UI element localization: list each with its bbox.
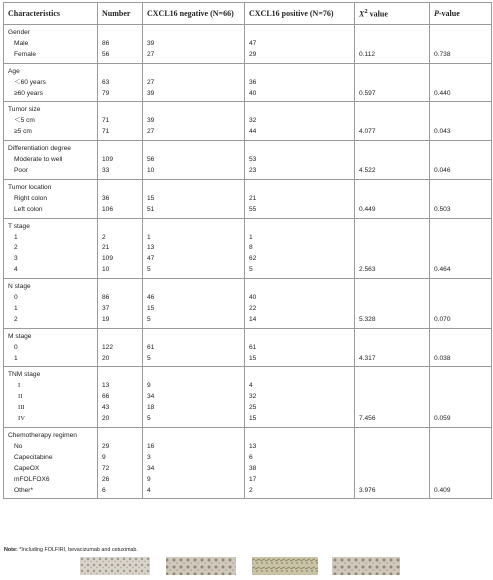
empty-cell: [143, 367, 245, 381]
empty-cell: [245, 63, 355, 77]
row-number: 109: [98, 155, 143, 166]
row-chi-square-value: [355, 464, 430, 475]
row-cxcl16-positive: 15: [245, 414, 355, 427]
row-label: 1: [4, 304, 98, 315]
empty-cell: [143, 179, 245, 193]
row-chi-square-value: [355, 304, 430, 315]
row-p-value: [430, 442, 492, 453]
row-label: III: [4, 403, 98, 414]
row-number: 71: [98, 116, 143, 127]
empty-cell: [430, 102, 492, 116]
row-cxcl16-positive: 53: [245, 155, 355, 166]
table-row: [4, 381, 492, 392]
empty-cell: [430, 141, 492, 155]
row-label: ≥5 cm: [4, 127, 98, 140]
row-chi-square-value: 0.112: [355, 50, 430, 63]
row-p-value: [430, 304, 492, 315]
row-chi-square-value: 0.597: [355, 89, 430, 102]
empty-cell: [430, 218, 492, 232]
row-cxcl16-positive: 32: [245, 116, 355, 127]
empty-cell: [98, 328, 143, 342]
row-cxcl16-negative: 15: [143, 304, 245, 315]
row-cxcl16-negative: 13: [143, 243, 245, 254]
row-chi-square-value: [355, 403, 430, 414]
row-p-value: [430, 243, 492, 254]
row-label: mFOLFOX6: [4, 475, 98, 486]
empty-cell: [98, 63, 143, 77]
row-label: I: [4, 381, 98, 392]
row-chi-square-value: [355, 243, 430, 254]
empty-cell: [98, 218, 143, 232]
empty-cell: [245, 141, 355, 155]
row-cxcl16-positive: 29: [245, 50, 355, 63]
row-cxcl16-negative: 5: [143, 265, 245, 278]
row-cxcl16-positive: 13: [245, 442, 355, 453]
row-label: Male: [4, 39, 98, 50]
group-title-row: [4, 25, 492, 39]
row-p-value: [430, 155, 492, 166]
empty-cell: [143, 279, 245, 293]
row-p-value: [430, 475, 492, 486]
row-cxcl16-positive: 38: [245, 464, 355, 475]
row-number: 63: [98, 78, 143, 89]
row-label: 1: [4, 354, 98, 367]
table-row: [4, 442, 492, 453]
table-row: [4, 354, 492, 367]
table-row: [4, 233, 492, 244]
row-cxcl16-negative: 16: [143, 442, 245, 453]
row-p-value: [430, 116, 492, 127]
row-cxcl16-positive: 15: [245, 354, 355, 367]
row-label: 1: [4, 233, 98, 244]
row-cxcl16-negative: 51: [143, 205, 245, 218]
table-row: [4, 127, 492, 140]
group-title-row: [4, 328, 492, 342]
row-cxcl16-positive: 62: [245, 254, 355, 265]
table-row: [4, 243, 492, 254]
row-p-value: [430, 194, 492, 205]
row-cxcl16-positive: 40: [245, 293, 355, 304]
empty-cell: [245, 428, 355, 442]
row-label: Other*: [4, 486, 98, 499]
table-row: [4, 486, 492, 499]
group-title: Differentiation degree: [4, 141, 98, 155]
row-p-value: [430, 392, 492, 403]
table-row: [4, 78, 492, 89]
empty-cell: [245, 328, 355, 342]
row-chi-square-value: [355, 475, 430, 486]
row-cxcl16-negative: 61: [143, 343, 245, 354]
row-number: 26: [98, 475, 143, 486]
row-label: 0: [4, 293, 98, 304]
row-chi-square-value: [355, 155, 430, 166]
row-chi-square-value: 0.449: [355, 205, 430, 218]
empty-cell: [245, 25, 355, 39]
row-p-value: [430, 381, 492, 392]
row-label: ≥60 years: [4, 89, 98, 102]
row-cxcl16-negative: 15: [143, 194, 245, 205]
row-p-value: [430, 403, 492, 414]
row-p-value: [430, 233, 492, 244]
group-title: M stage: [4, 328, 98, 342]
row-label: ＜5 cm: [4, 116, 98, 127]
row-cxcl16-negative: 27: [143, 78, 245, 89]
group-title-row: [4, 102, 492, 116]
thumbnail-3: [252, 557, 318, 575]
row-cxcl16-negative: 9: [143, 381, 245, 392]
empty-cell: [98, 141, 143, 155]
row-cxcl16-negative: 27: [143, 127, 245, 140]
row-cxcl16-positive: 40: [245, 89, 355, 102]
empty-cell: [355, 367, 430, 381]
row-number: 20: [98, 354, 143, 367]
row-cxcl16-negative: 1: [143, 233, 245, 244]
empty-cell: [245, 179, 355, 193]
row-label: 2: [4, 243, 98, 254]
row-cxcl16-positive: 55: [245, 205, 355, 218]
row-number: 36: [98, 194, 143, 205]
empty-cell: [98, 25, 143, 39]
table-row: [4, 89, 492, 102]
group-title: Age: [4, 63, 98, 77]
row-p-value: 0.738: [430, 50, 492, 63]
empty-cell: [143, 25, 245, 39]
table-row: [4, 392, 492, 403]
row-cxcl16-positive: 47: [245, 39, 355, 50]
row-number: 106: [98, 205, 143, 218]
row-label: 0: [4, 343, 98, 354]
row-label: II: [4, 392, 98, 403]
row-label: 2: [4, 315, 98, 328]
row-number: 109: [98, 254, 143, 265]
row-cxcl16-negative: 18: [143, 403, 245, 414]
row-label: CapeOX: [4, 464, 98, 475]
row-number: 6: [98, 486, 143, 499]
row-p-value: 0.059: [430, 414, 492, 427]
row-number: 19: [98, 315, 143, 328]
empty-cell: [355, 102, 430, 116]
empty-cell: [355, 141, 430, 155]
table-row: [4, 265, 492, 278]
row-cxcl16-positive: 44: [245, 127, 355, 140]
row-cxcl16-negative: 5: [143, 315, 245, 328]
row-chi-square-value: [355, 233, 430, 244]
row-cxcl16-negative: 5: [143, 354, 245, 367]
group-title: Chemotherapy regimen: [4, 428, 98, 442]
row-p-value: [430, 254, 492, 265]
empty-cell: [355, 279, 430, 293]
group-title: Gender: [4, 25, 98, 39]
chi-suffix: value: [367, 9, 388, 19]
empty-cell: [355, 428, 430, 442]
empty-cell: [245, 279, 355, 293]
row-label: Left colon: [4, 205, 98, 218]
row-label: 4: [4, 265, 98, 278]
row-cxcl16-negative: 39: [143, 39, 245, 50]
row-chi-square-value: [355, 293, 430, 304]
row-p-value: [430, 293, 492, 304]
empty-cell: [98, 279, 143, 293]
row-number: 2: [98, 233, 143, 244]
p-italic: P: [434, 9, 439, 18]
group-title-row: [4, 428, 492, 442]
empty-cell: [98, 179, 143, 193]
row-cxcl16-positive: 21: [245, 194, 355, 205]
row-p-value: [430, 78, 492, 89]
row-chi-square-value: 4.077: [355, 127, 430, 140]
group-title-row: [4, 141, 492, 155]
empty-cell: [143, 328, 245, 342]
table-row: [4, 315, 492, 328]
table-header-row: [4, 3, 492, 25]
row-chi-square-value: 2.563: [355, 265, 430, 278]
group-title-row: [4, 63, 492, 77]
empty-cell: [355, 25, 430, 39]
row-cxcl16-negative: 56: [143, 155, 245, 166]
row-cxcl16-negative: 34: [143, 392, 245, 403]
empty-cell: [245, 218, 355, 232]
row-chi-square-value: [355, 254, 430, 265]
row-p-value: [430, 39, 492, 50]
header-characteristics: Characteristics: [4, 3, 98, 25]
header-cxcl16-negative: CXCL16 negative (N=66): [143, 3, 245, 25]
chi-symbol: X: [359, 9, 365, 19]
row-p-value: 0.043: [430, 127, 492, 140]
row-number: 29: [98, 442, 143, 453]
note-label: Note:: [4, 547, 18, 553]
row-number: 79: [98, 89, 143, 102]
row-chi-square-value: [355, 116, 430, 127]
group-title-row: [4, 279, 492, 293]
group-title: N stage: [4, 279, 98, 293]
table-row: [4, 50, 492, 63]
row-label: Poor: [4, 166, 98, 179]
header-p-value: [430, 3, 492, 25]
empty-cell: [143, 102, 245, 116]
row-label: Right colon: [4, 194, 98, 205]
group-title: Tumor size: [4, 102, 98, 116]
table-row: [4, 254, 492, 265]
table-row: [4, 403, 492, 414]
histology-thumbnails: [80, 557, 400, 575]
row-label: No: [4, 442, 98, 453]
row-cxcl16-negative: 27: [143, 50, 245, 63]
empty-cell: [355, 328, 430, 342]
empty-cell: [143, 63, 245, 77]
table-row: [4, 205, 492, 218]
note-text: *Including FOLFIRI, bevacizumab and cetuximab.: [17, 547, 138, 553]
empty-cell: [245, 367, 355, 381]
chi-superscript: 2: [364, 8, 368, 16]
empty-cell: [98, 367, 143, 381]
row-chi-square-value: [355, 194, 430, 205]
row-p-value: [430, 453, 492, 464]
empty-cell: [143, 141, 245, 155]
table-row: [4, 293, 492, 304]
p-suffix: -value: [438, 9, 460, 18]
row-cxcl16-negative: 5: [143, 414, 245, 427]
empty-cell: [98, 102, 143, 116]
row-chi-square-value: 5.328: [355, 315, 430, 328]
row-number: 71: [98, 127, 143, 140]
empty-cell: [430, 367, 492, 381]
header-chi-square-value: [355, 3, 430, 25]
row-cxcl16-negative: 39: [143, 89, 245, 102]
thumbnail-4: [332, 557, 400, 575]
group-title-row: [4, 218, 492, 232]
table-row: [4, 453, 492, 464]
row-chi-square-value: [355, 381, 430, 392]
row-cxcl16-positive: 23: [245, 166, 355, 179]
row-p-value: 0.503: [430, 205, 492, 218]
empty-cell: [430, 328, 492, 342]
empty-cell: [430, 428, 492, 442]
row-p-value: 0.440: [430, 89, 492, 102]
row-number: 33: [98, 166, 143, 179]
row-cxcl16-negative: 46: [143, 293, 245, 304]
row-cxcl16-positive: 14: [245, 315, 355, 328]
table-note: [4, 547, 138, 553]
group-title-row: [4, 179, 492, 193]
empty-cell: [245, 102, 355, 116]
empty-cell: [430, 63, 492, 77]
row-chi-square-value: 4.317: [355, 354, 430, 367]
row-cxcl16-positive: 22: [245, 304, 355, 315]
table-row: [4, 39, 492, 50]
empty-cell: [430, 25, 492, 39]
row-number: 9: [98, 453, 143, 464]
row-label: Female: [4, 50, 98, 63]
row-cxcl16-negative: 10: [143, 166, 245, 179]
row-p-value: 0.046: [430, 166, 492, 179]
row-p-value: [430, 464, 492, 475]
row-cxcl16-negative: 9: [143, 475, 245, 486]
row-number: 66: [98, 392, 143, 403]
row-cxcl16-positive: 5: [245, 265, 355, 278]
table-row: [4, 155, 492, 166]
row-cxcl16-positive: 25: [245, 403, 355, 414]
row-p-value: [430, 343, 492, 354]
figure-thumbnail-strip: [80, 557, 400, 575]
row-chi-square-value: [355, 392, 430, 403]
header-number: Number: [98, 3, 143, 25]
row-cxcl16-positive: 2: [245, 486, 355, 499]
empty-cell: [355, 179, 430, 193]
row-chi-square-value: [355, 78, 430, 89]
table-row: [4, 166, 492, 179]
table-body: [4, 25, 492, 499]
row-number: 86: [98, 39, 143, 50]
row-number: 56: [98, 50, 143, 63]
row-cxcl16-negative: 3: [143, 453, 245, 464]
row-cxcl16-positive: 36: [245, 78, 355, 89]
row-cxcl16-negative: 47: [143, 254, 245, 265]
row-cxcl16-negative: 4: [143, 486, 245, 499]
row-label: IV: [4, 414, 98, 427]
empty-cell: [355, 218, 430, 232]
table-row: [4, 475, 492, 486]
empty-cell: [143, 218, 245, 232]
row-chi-square-value: 4.522: [355, 166, 430, 179]
row-label: Moderate to well: [4, 155, 98, 166]
row-label: ＜60 years: [4, 78, 98, 89]
group-title: Tumor location: [4, 179, 98, 193]
row-label: Capecitabine: [4, 453, 98, 464]
row-p-value: 0.409: [430, 486, 492, 499]
row-cxcl16-positive: 61: [245, 343, 355, 354]
row-p-value: 0.038: [430, 354, 492, 367]
row-chi-square-value: [355, 39, 430, 50]
empty-cell: [98, 428, 143, 442]
row-chi-square-value: [355, 453, 430, 464]
row-p-value: 0.464: [430, 265, 492, 278]
row-cxcl16-negative: 34: [143, 464, 245, 475]
empty-cell: [355, 63, 430, 77]
row-chi-square-value: 7.456: [355, 414, 430, 427]
row-cxcl16-positive: 8: [245, 243, 355, 254]
empty-cell: [143, 428, 245, 442]
row-number: 86: [98, 293, 143, 304]
table-row: [4, 304, 492, 315]
table-row: [4, 343, 492, 354]
thumbnail-1: [80, 557, 150, 575]
empty-cell: [430, 179, 492, 193]
row-number: 43: [98, 403, 143, 414]
row-cxcl16-positive: 4: [245, 381, 355, 392]
row-number: 72: [98, 464, 143, 475]
row-cxcl16-positive: 32: [245, 392, 355, 403]
table-row: [4, 414, 492, 427]
row-number: 20: [98, 414, 143, 427]
row-chi-square-value: 3.976: [355, 486, 430, 499]
row-label: 3: [4, 254, 98, 265]
row-cxcl16-negative: 39: [143, 116, 245, 127]
row-number: 10: [98, 265, 143, 278]
row-chi-square-value: [355, 442, 430, 453]
clinicopathological-table: [3, 2, 492, 499]
header-cxcl16-positive: CXCL16 positive (N=76): [245, 3, 355, 25]
table-row: [4, 116, 492, 127]
row-cxcl16-positive: 1: [245, 233, 355, 244]
row-p-value: 0.070: [430, 315, 492, 328]
row-chi-square-value: [355, 343, 430, 354]
row-cxcl16-positive: 6: [245, 453, 355, 464]
row-number: 37: [98, 304, 143, 315]
table-row: [4, 194, 492, 205]
thumbnail-2: [166, 557, 236, 575]
row-cxcl16-positive: 17: [245, 475, 355, 486]
group-title: TNM stage: [4, 367, 98, 381]
row-number: 122: [98, 343, 143, 354]
empty-cell: [430, 279, 492, 293]
row-number: 13: [98, 381, 143, 392]
group-title: T stage: [4, 218, 98, 232]
row-number: 21: [98, 243, 143, 254]
group-title-row: [4, 367, 492, 381]
table-row: [4, 464, 492, 475]
